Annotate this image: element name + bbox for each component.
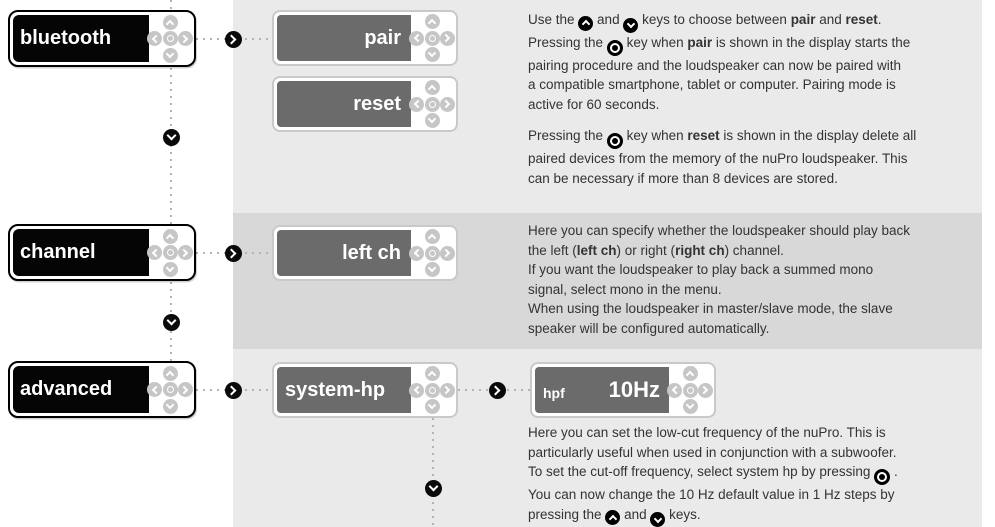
- select-button-icon: [425, 383, 440, 398]
- right-button-icon: [440, 97, 455, 112]
- flow-arrow-right-icon: [489, 382, 506, 399]
- menu-label: advanced: [20, 378, 113, 400]
- up-button-icon: [425, 366, 440, 381]
- dotted-connector: [170, 0, 172, 10]
- right-button-icon: [440, 246, 455, 261]
- menu-label: bluetooth: [20, 27, 112, 49]
- right-button-icon: [440, 383, 455, 398]
- down-key-icon: [623, 18, 638, 33]
- left-button-icon: [147, 382, 162, 397]
- hpf-value: 10Hz: [608, 377, 660, 402]
- select-button-icon: [163, 382, 178, 397]
- display-left-ch: [272, 225, 458, 281]
- select-button-icon: [425, 97, 440, 112]
- menu-label: channel: [20, 241, 96, 263]
- nav-cluster: [409, 80, 455, 128]
- up-button-icon: [163, 229, 178, 244]
- up-button-icon: [163, 15, 178, 30]
- left-button-icon: [409, 97, 424, 112]
- submenu-label: left ch: [342, 241, 401, 264]
- down-button-icon: [683, 399, 698, 414]
- dotted-connector: [432, 418, 434, 527]
- description-bluetooth-pair: Use the and keys to choose between pair and reset. Pressing the key when pair is shown in the display starts the pairing procedure and the loudspeaker can now be paired with a compatible smartphone, tablet or computer. Pairing mode is active for 60 seconds.: [528, 12, 911, 112]
- right-button-icon: [178, 31, 193, 46]
- flow-arrow-down-icon: [163, 129, 180, 146]
- right-button-icon: [698, 383, 713, 398]
- up-key-icon: [605, 510, 620, 525]
- down-button-icon: [425, 113, 440, 128]
- left-button-icon: [147, 245, 162, 260]
- nav-cluster: [409, 14, 455, 62]
- nav-cluster: [147, 366, 193, 414]
- left-button-icon: [667, 383, 682, 398]
- submenu-label: pair: [364, 26, 401, 49]
- description-channel: Here you can specify whether the loudspeaker should play back the left (left ch) or right (right ch) channel. If you want the loudspeaker to play back a summed mono signal, select mono in the menu. When using the loudspeaker in master/slave mode, the slave speaker will be configured automatically.: [528, 223, 910, 336]
- right-button-icon: [440, 31, 455, 46]
- left-button-icon: [409, 383, 424, 398]
- up-button-icon: [163, 366, 178, 381]
- display-reset: [272, 76, 458, 132]
- down-button-icon: [425, 47, 440, 62]
- dotted-connector: [170, 68, 172, 224]
- left-button-icon: [409, 246, 424, 261]
- nav-cluster: [409, 229, 455, 277]
- up-key-icon: [578, 16, 593, 31]
- display-pair: [272, 10, 458, 66]
- description-bluetooth-reset: Pressing the key when reset is shown in the display delete all paired devices from the memory of the nuPro loudspeaker. This can be necessary if more than 8 devices are stored.: [528, 128, 917, 186]
- up-button-icon: [425, 80, 440, 95]
- left-button-icon: [409, 31, 424, 46]
- nav-cluster: [667, 366, 713, 414]
- flow-arrow-right-icon: [225, 245, 242, 262]
- display-screen: [13, 229, 149, 276]
- display-hpf: [530, 362, 716, 418]
- nav-cluster: [147, 15, 193, 63]
- select-button-icon: [425, 246, 440, 261]
- down-button-icon: [425, 262, 440, 277]
- display-screen: [277, 81, 411, 127]
- up-button-icon: [425, 229, 440, 244]
- select-key-icon: [607, 40, 623, 56]
- flow-arrow-right-icon: [225, 31, 242, 48]
- right-button-icon: [178, 245, 193, 260]
- up-button-icon: [683, 366, 698, 381]
- display-channel: [8, 224, 196, 281]
- select-key-icon: [607, 133, 623, 149]
- display-advanced: [8, 361, 196, 418]
- up-button-icon: [425, 14, 440, 29]
- down-button-icon: [163, 399, 178, 414]
- nav-cluster: [147, 229, 193, 277]
- display-screen: [277, 230, 411, 276]
- display-screen: [277, 367, 411, 413]
- select-key-icon: [874, 469, 890, 485]
- select-button-icon: [683, 383, 698, 398]
- left-button-icon: [147, 31, 162, 46]
- flow-arrow-down-icon: [425, 480, 442, 497]
- hpf-parameter-label: hpf: [543, 385, 565, 401]
- display-system-hp: [272, 362, 458, 418]
- down-button-icon: [163, 262, 178, 277]
- description-advanced-hpf: Here you can set the low-cut frequency of the nuPro. This is particularly useful when used in conjunction with a subwoofer. To set the cut-off frequency, select system hp by pressing . You can now change the 10 Hz default value in 1 Hz steps by pressing the and keys.: [528, 423, 995, 527]
- nav-cluster: [409, 366, 455, 414]
- display-screen: [13, 366, 149, 413]
- submenu-label: reset: [353, 92, 401, 115]
- display-screen: [13, 15, 149, 62]
- right-button-icon: [178, 382, 193, 397]
- down-button-icon: [163, 48, 178, 63]
- down-key-icon: [650, 512, 665, 527]
- display-bluetooth: [8, 10, 196, 67]
- select-button-icon: [163, 31, 178, 46]
- flow-arrow-right-icon: [225, 382, 242, 399]
- down-button-icon: [425, 399, 440, 414]
- select-button-icon: [425, 31, 440, 46]
- display-screen: [535, 367, 669, 413]
- display-screen: [277, 15, 411, 61]
- select-button-icon: [163, 245, 178, 260]
- flow-arrow-down-icon: [163, 314, 180, 331]
- submenu-label: system-hp: [285, 378, 386, 401]
